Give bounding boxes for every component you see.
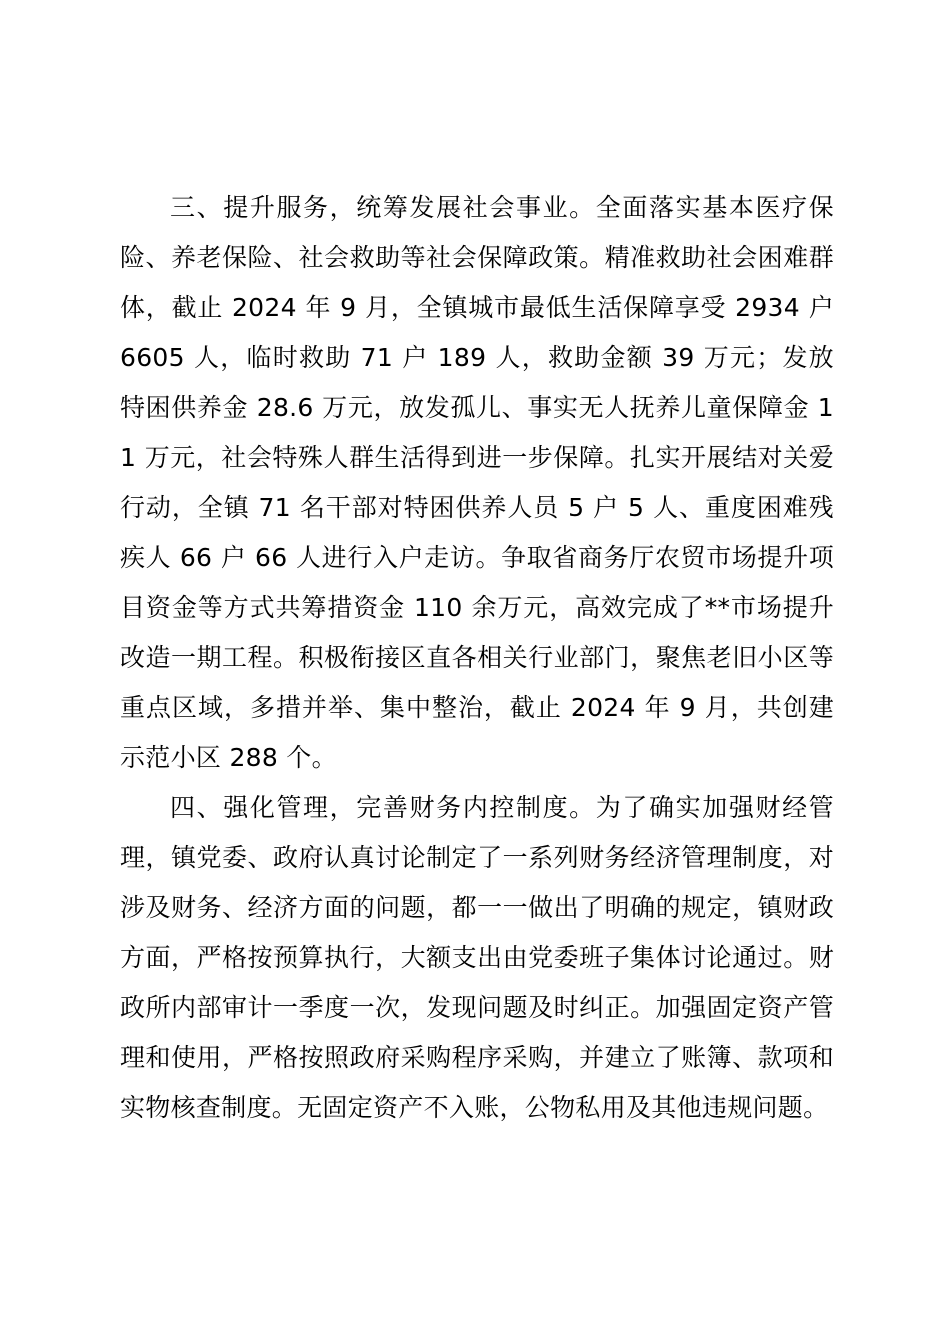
document-body [120,183,834,1133]
paragraph-social-services: 三、提升服务，统筹发展社会事业。全面落实基本医疗保险、养老保险、社会救助等社会保障政策。精准救助社会困难群体，截止 2024 年 9 月，全镇城市最低生活保障享受 2934 户 6605 人，临时救助 71 户 189 人，救助金额 39 万元；发放特困供养金 28.6 万元，放发孤儿、事实无人抚养儿童保障金 11 万元，社会特殊人群生活得到进一步保障。扎实开展结对关爱行动，全镇 71 名干部对特困供养人员 5 户 5 人、重度困难残疾人 66 户 66 人进行入户走访。争取省商务厅农贸市场提升项目资金等方式共筹措资金 110 余万元，高效完成了**市场提升改造一期工程。积极衔接区直各相关行业部门，聚焦老旧小区等重点区域，多措并举、集中整治，截止 2024 年 9 月，共创建示范小区 288 个。 [120,193,834,772]
paragraph-financial-management: 四、强化管理，完善财务内控制度。为了确实加强财经管理，镇党委、政府认真讨论制定了一系列财务经济管理制度，对涉及财务、经济方面的问题，都一一做出了明确的规定，镇财政方面，严格按预算执行，大额支出由党委班子集体讨论通过。财政所内部审计一季度一次，发现问题及时纠正。加强固定资产管理和使用，严格按照政府采购程序采购，并建立了账簿、款项和实物核查制度。无固定资产不入账，公物私用及其他违规问题。 [120,793,834,1122]
